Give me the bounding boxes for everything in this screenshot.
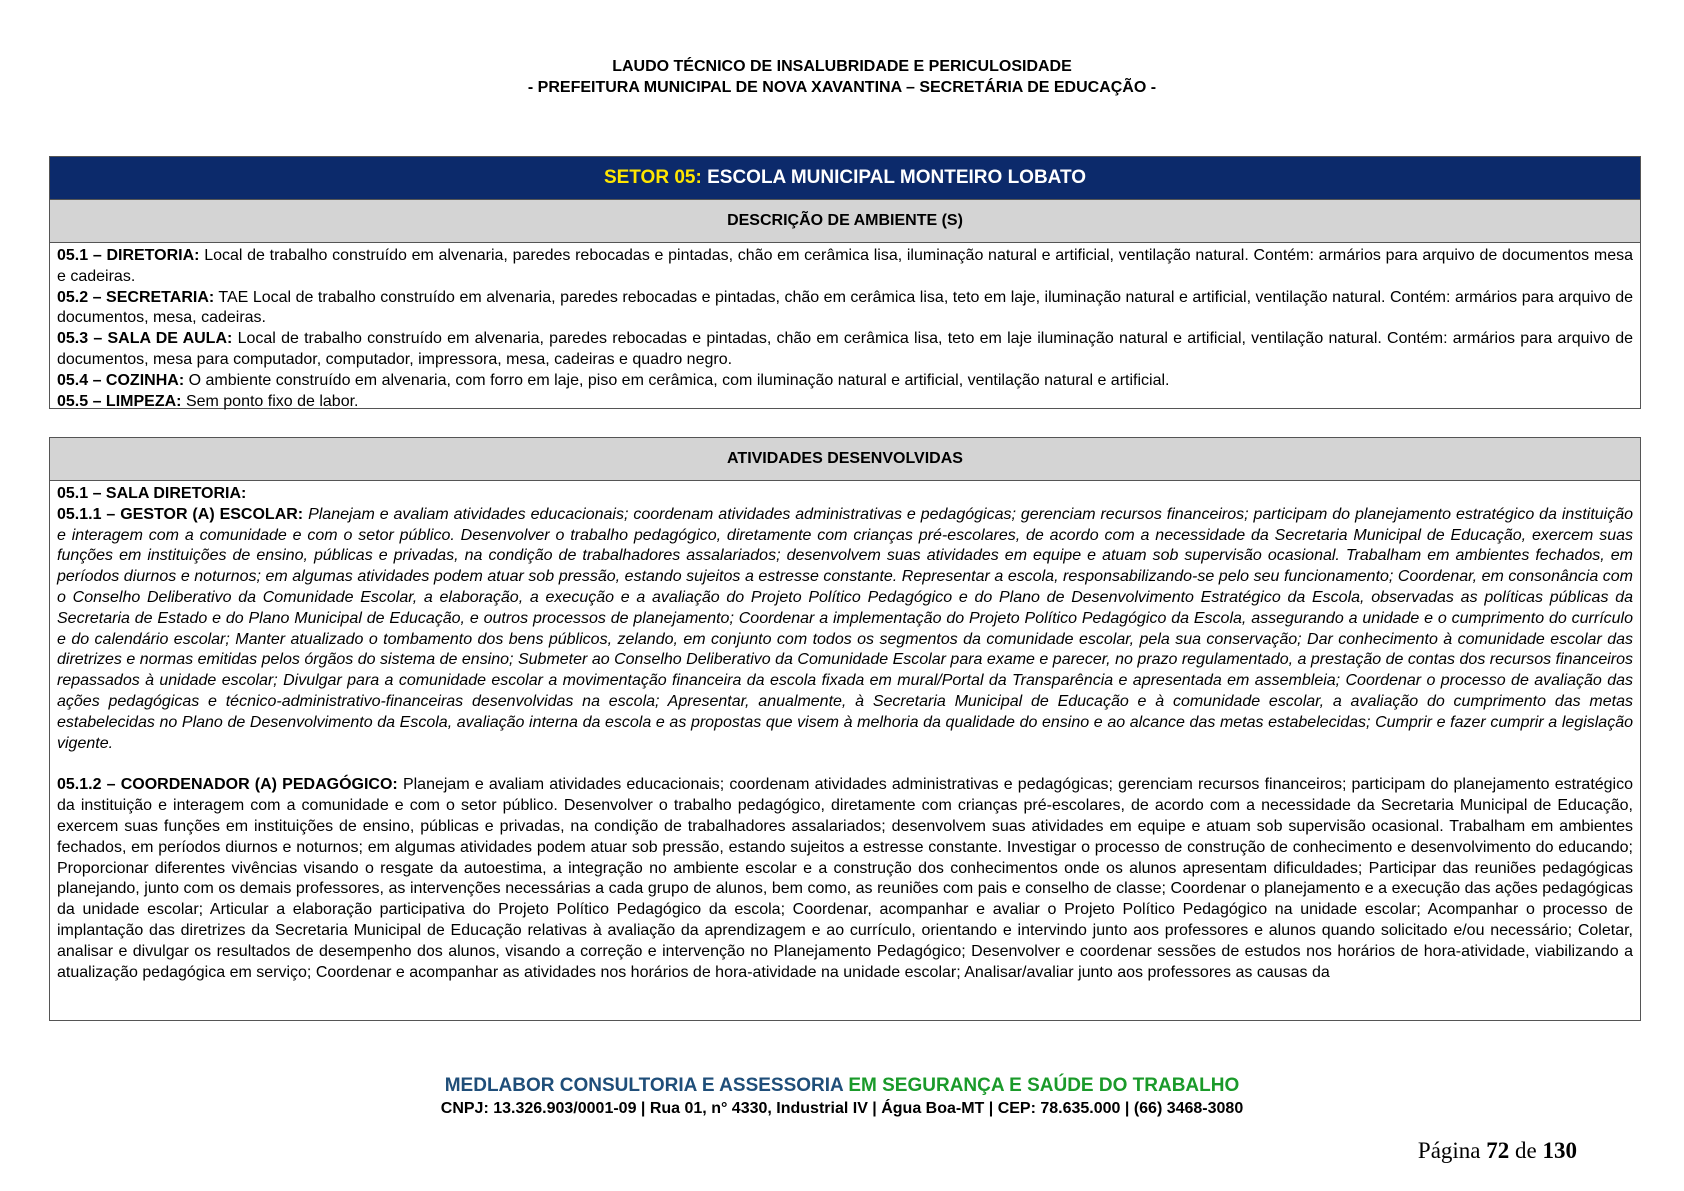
- gestor-paragraph: [57, 505, 1633, 755]
- ambientes-list: [50, 243, 1640, 412]
- header-title: LAUDO TÉCNICO DE INSALUBRIDADE E PERICULOSIDADE: [612, 58, 1072, 75]
- coordenador-text: Planejam e avaliam atividades educacionais; coordenam atividades administrativas e pedagógicas; gerenciam recursos financeiros; participam do planejamento estratégico da instituição e interagem com a comunidade e com o setor público. Desenvolver o trabalho pedagógico, diretamente com crianças pré-escolares, de acordo com a necessidade da Secretaria Municipal de Educação, exercem suas funções em instituições de ensino, públicas e privadas, na condição de trabalhadores assalariados; desenvolvem suas atividades em equipe e atuam sob supervisão ocasional. Trabalham em ambientes fechados, em períodos diurnos e noturnos; em algumas atividades podem atuar sob pressão, estando sujeitos a estresse constante. Investigar o processo de construção de conhecimento e desenvolvimento do educando; Proporcionar diferentes vivências visando o resgate da autoestima, a integração no ambiente escolar e a construção dos conhecimentos onde os alunos apresentam dificuldades; Participar das reuniões pedagógicas planejando, junto com os demais professores, as intervenções necessárias a cada grupo de alunos, bem como, as reuniões com pais e conselho de classe; Coordenar o planejamento e a execução das ações pedagógicas da unidade escolar; Articular a elaboração participativa do Projeto Político Pedagógico da escola; Coordenar, acompanhar e avaliar o Projeto Político Pedagógico na unidade escolar; Acompanhar o processo de implantação das diretrizes da Secretaria Municipal de Educação relativas à avaliação da aprendizagem e ao currículo, orientando e intervindo junto aos professores e alunos quando solicitado e/ou necessário; Coletar, analisar e divulgar os resultados de desempenho dos alunos, visando a correção e intervenção no Planejamento Pedagógico; Desenvolver e coordenar sessões de estudos nos horários de hora-atividade, viabilizando a atualização pedagógica em serviço; Coordenar e acompanhar as atividades nos horários de hora-atividade na unidade escolar; Analisar/avaliar junto aos professores as causas da: [57, 776, 1634, 981]
- atividades-content: [50, 481, 1640, 983]
- document-header: [0, 56, 1684, 98]
- ambiente-item: [57, 246, 1633, 288]
- page-current: 72: [1486, 1138, 1510, 1163]
- page-number: [1418, 1138, 1577, 1164]
- company-address: CNPJ: 13.326.903/0001-09 | Rua 01, n° 4330, Industrial IV | Água Boa-MT | CEP: 78.635.000 | (66) 3468-3080: [440, 1100, 1244, 1117]
- header-subtitle: - PREFEITURA MUNICIPAL DE NOVA XAVANTINA – SECRETÁRIA DE EDUCAÇÃO -: [527, 79, 1157, 96]
- atividades-box: [49, 437, 1641, 1021]
- sector-prefix: SETOR 05:: [603, 167, 702, 188]
- ambiente-label: 05.5 – LIMPEZA:: [57, 392, 182, 410]
- page-total: 130: [1542, 1138, 1577, 1163]
- ambientes-title: DESCRIÇÃO DE AMBIENTE (S): [50, 200, 1640, 243]
- ambiente-text: Sem ponto fixo de labor.: [185, 392, 359, 410]
- gestor-label: 05.1.1 – GESTOR (A) ESCOLAR:: [57, 505, 304, 523]
- ambiente-item: [57, 288, 1633, 330]
- ambiente-text: TAE Local de trabalho construído em alvenaria, paredes rebocadas e pintadas, chão em cerâmica lisa, teto em laje, iluminação natural e artificial, ventilação natural. Contém: armários para arquivo de documentos, mesa, cadeiras.: [57, 288, 1633, 327]
- page-word: Página: [1417, 1138, 1481, 1163]
- gestor-text: Planejam e avaliam atividades educacionais; coordenam atividades administrativas e pedagógicas; gerenciam recursos financeiros; participam do planejamento estratégico da instituição e interagem com a comunidade e com o setor público. Desenvolver o trabalho pedagógico, diretamente com crianças pré-escolares, de acordo com a necessidade da Secretaria Municipal de Educação, exercem suas funções em instituições de ensino, públicas e privadas, na condição de trabalhadores assalariados; desenvolvem suas atividades em equipe e atuam sob supervisão ocasional. Trabalham em ambientes fechados, em períodos diurnos e noturnos; em algumas atividades podem atuar sob pressão, estando sujeitos a estresse constante. Representar a escola, responsabilizando-se pelo seu funcionamento; Coordenar, em consonância com o Conselho Deliberativo da Comunidade Escolar, a elaboração, a execução e a avaliação do Projeto Político Pedagógico e do Plano de Desenvolvimento Estratégico da Escola, observadas as políticas públicas da Secretaria de Estado e do Plano Municipal de Educação, e outros processos de planejamento; Coordenar a implementação do Projeto Político Pedagógico da Escola, assegurando a unidade e o cumprimento do currículo e do calendário escolar; Manter atualizado o tombamento dos bens públicos, zelando, em conjunto com todos os segmentos da comunidade escolar, pela sua conservação; Dar conhecimento à comunidade escolar das diretrizes e normas emitidas pelos órgãos do sistema de ensino; Submeter ao Conselho Deliberativo da Comunidade Escolar para exame e parecer, no prazo regulamentado, a prestação de contas dos recursos financeiros repassados à unidade escolar; Divulgar para a comunidade escolar a movimentação financeira da escola fixada em mural/Portal da Transparência e apresentada em assembleia; Coordenar o processo de avaliação das ações pedagógicas e técnico-administrativo-financeiras desenvolvidas na escola; Apresentar, anualmente, à Secretaria Municipal de Educação e à comunidade escolar, a avaliação do cumprimento das metas estabelecidas no Plano de Desenvolvimento da Escola, avaliação interna da escola e as propostas que visem à melhoria da qualidade do ensino e ao alcance das metas estabelecidas; Cumprir e fazer cumprir a legislação vigente.: [57, 505, 1634, 752]
- ambientes-box: [49, 156, 1641, 409]
- document-footer: [0, 1074, 1684, 1120]
- ambiente-item: [57, 329, 1633, 371]
- company-name-green: EM SEGURANÇA E SAÚDE DO TRABALHO: [848, 1075, 1240, 1096]
- ambiente-label: 05.1 – DIRETORIA:: [57, 247, 200, 264]
- section-label: 05.1 – SALA DIRETORIA:: [57, 485, 247, 502]
- coordenador-label: 05.1.2 – COORDENADOR (A) PEDAGÓGICO:: [57, 776, 398, 794]
- ambiente-text: Local de trabalho construído em alvenaria, paredes rebocadas e pintadas, chão em cerâmica lisa, iluminação natural e artificial, ventilação natural. Contém: armários para arquivo de documentos mesa e cadeiras.: [57, 247, 1633, 285]
- page-of: de: [1515, 1138, 1537, 1163]
- company-name: [0, 1074, 1684, 1098]
- sector-name: ESCOLA MUNICIPAL MONTEIRO LOBATO: [707, 167, 1087, 188]
- ambiente-item: [57, 371, 1633, 392]
- company-name-blue: MEDLABOR CONSULTORIA E ASSESSORIA: [444, 1075, 844, 1096]
- coordenador-paragraph: [57, 775, 1633, 983]
- ambiente-label: 05.3 – SALA DE AULA:: [57, 330, 233, 348]
- ambiente-label: 05.2 – SECRETARIA:: [57, 288, 215, 306]
- atividades-title: ATIVIDADES DESENVOLVIDAS: [50, 438, 1640, 481]
- ambiente-text: O ambiente construído em alvenaria, com forro em laje, piso em cerâmica, com iluminação natural e artificial, ventilação natural e artificial.: [188, 371, 1170, 389]
- ambiente-item: [57, 392, 1633, 413]
- ambiente-label: 05.4 – COZINHA:: [57, 371, 185, 389]
- sector-title: [50, 157, 1640, 200]
- ambiente-text: Local de trabalho construído em alvenaria, paredes rebocadas e pintadas, chão em cerâmica lisa, teto em laje iluminação natural e artificial, ventilação natural. Contém: armários para arquivo de documentos, mesa para computador, computador, impressora, mesa, cadeiras e quadro negro.: [57, 330, 1634, 368]
